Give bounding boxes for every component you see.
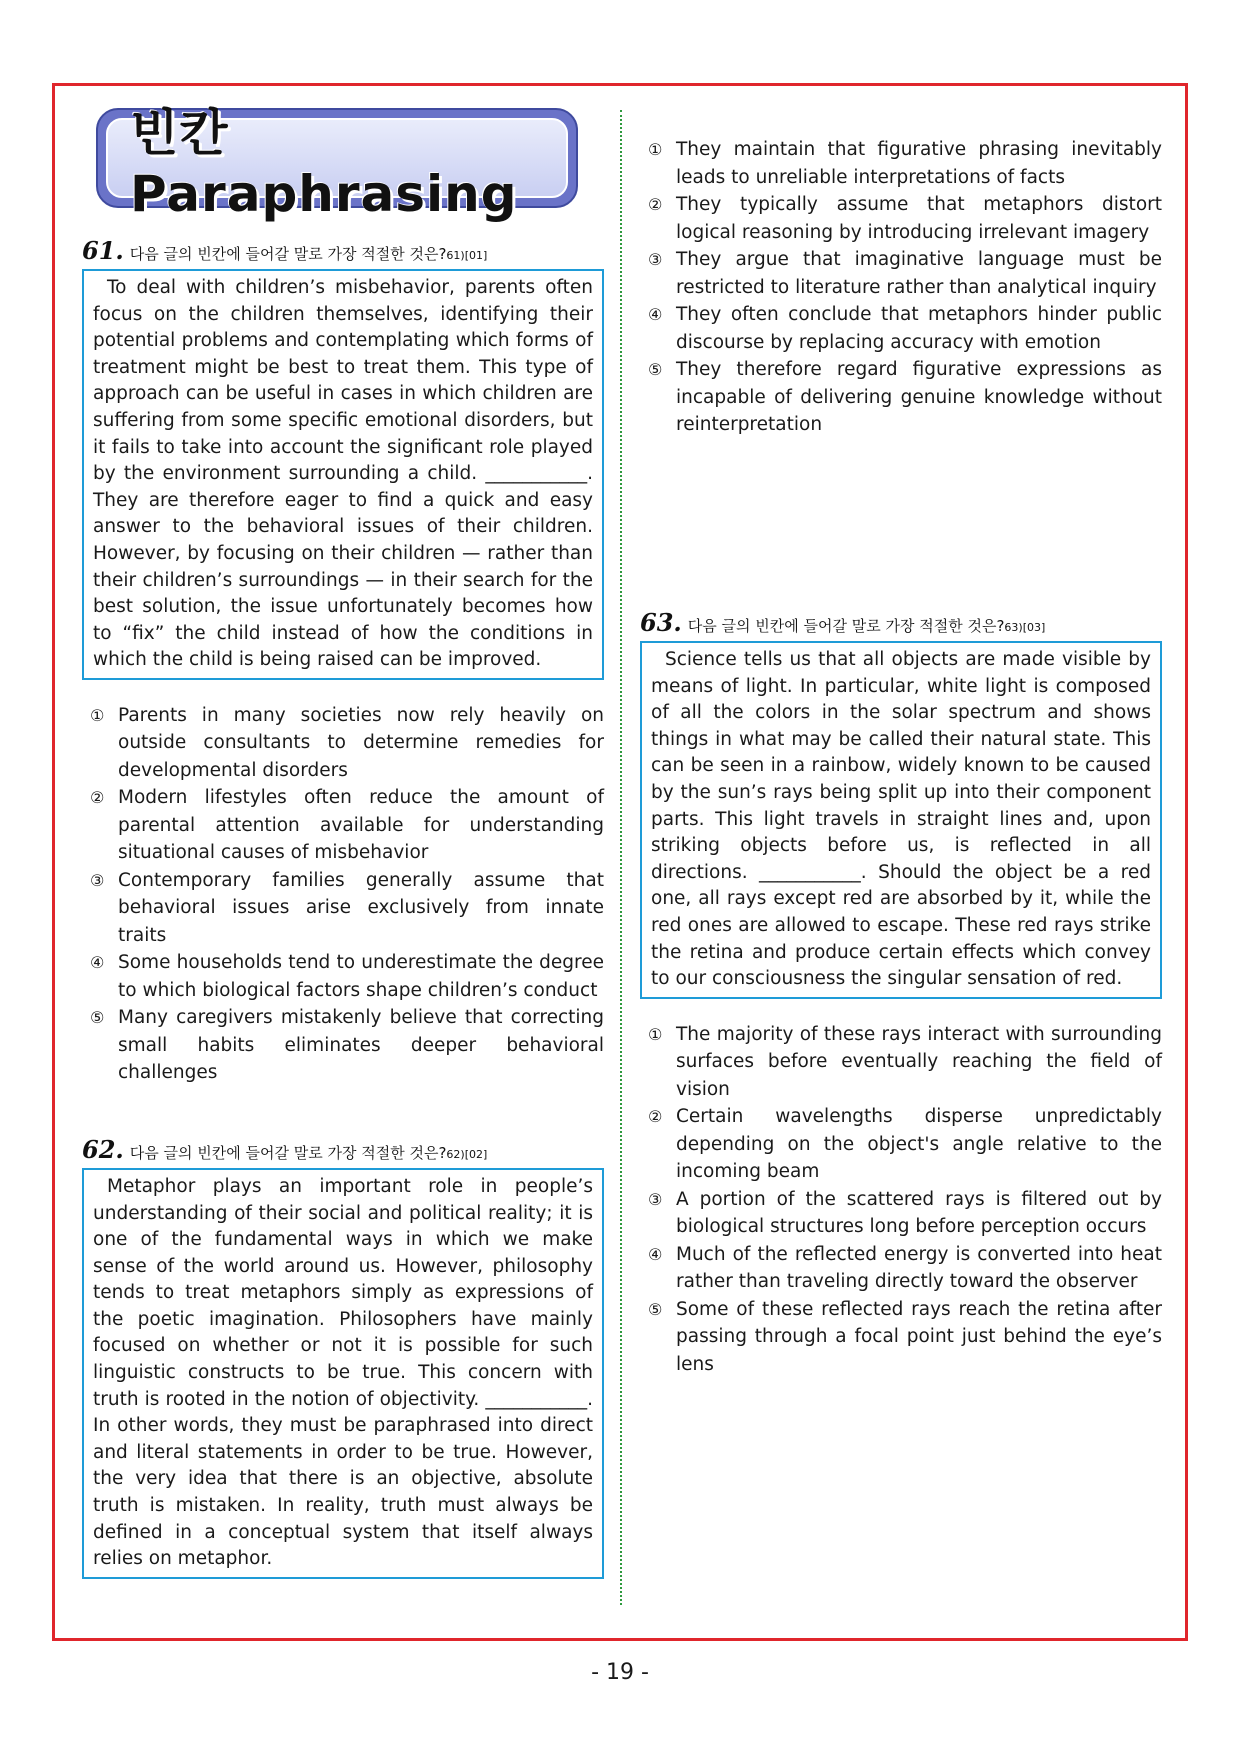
question-number: 61. xyxy=(82,236,124,265)
answer-choice[interactable] xyxy=(90,949,604,1004)
choice-text: The majority of these rays interact with surrounding surfaces before eventually reaching the field of vision xyxy=(676,1023,1162,1100)
answer-choice[interactable] xyxy=(648,1021,1162,1104)
passage-box xyxy=(82,269,604,680)
choice-marker: ② xyxy=(648,195,663,214)
page-number: - 19 - xyxy=(591,1660,649,1685)
question-prompt: 다음 글의 빈칸에 들어갈 말로 가장 적절한 것은? xyxy=(129,245,447,263)
choice-text: Certain wavelengths disperse unpredictably depending on the object's angle relative to the incoming beam xyxy=(676,1106,1162,1183)
question-tag: 63)[03] xyxy=(1004,621,1046,634)
choice-marker: ④ xyxy=(648,305,663,324)
choice-text: Some of these reflected rays reach the retina after passing through a focal point just behind the eye’s lens xyxy=(676,1298,1162,1375)
choice-text: They often conclude that metaphors hinder public discourse by replacing accuracy with emotion xyxy=(676,304,1162,353)
choice-marker: ④ xyxy=(90,953,105,973)
choice-text: They argue that imaginative language must be restricted to literature rather than analytical inquiry xyxy=(676,249,1162,298)
choice-text: Much of the reflected energy is converted into heat rather than traveling directly toward the observer xyxy=(676,1243,1162,1293)
answer-choice[interactable] xyxy=(648,136,1162,191)
choice-marker: ③ xyxy=(90,870,105,890)
passage-text: Science tells us that all objects are made visible by means of light. In particular, white light is composed of all the colors in the solar spectrum and shows things in what may be called their natural state. This can be seen in a rainbow, widely known to be caused by the sun’s rays being split up into their component parts. This light travels in straight lines and, upon striking objects before us, is reflected in all directions. ___________. Should the object be a red one, all rays except red are absorbed by it, while the red ones are allowed to escape. These red rays strike the retina and produce certain effects which convey to our consciousness the singular sensation of red. xyxy=(651,649,1151,990)
choice-marker: ① xyxy=(648,1024,663,1044)
passage-box xyxy=(82,1168,604,1579)
choice-marker: ③ xyxy=(648,250,663,269)
question-prompt: 다음 글의 빈칸에 들어갈 말로 가장 적절한 것은? xyxy=(129,1143,447,1162)
choice-text: They maintain that figurative phrasing inevitably leads to unreliable interpretations of facts xyxy=(676,139,1162,188)
answer-choice[interactable] xyxy=(648,301,1162,356)
question-header xyxy=(640,608,1162,637)
answer-choice[interactable] xyxy=(648,1296,1162,1379)
choice-marker: ③ xyxy=(648,1189,663,1209)
question-tag: 62)[02] xyxy=(446,1147,488,1161)
answer-choices xyxy=(640,1021,1162,1379)
column-divider xyxy=(620,110,622,1605)
question-header xyxy=(82,236,604,265)
answer-choices xyxy=(640,136,1162,439)
choice-text: A portion of the scattered rays is filtered out by biological structures long before perception occurs xyxy=(676,1188,1162,1238)
question-61 xyxy=(82,236,604,1087)
choice-marker: ① xyxy=(90,705,105,725)
choice-marker: ② xyxy=(90,788,105,808)
passage-text: To deal with children’s misbehavior, parents often focus on the children themselves, identifying their potential problems and contemplating which forms of treatment might be best to treat them. This type of approach can be useful in cases in which children are suffering from some specific emotional disorders, but it fails to take into account the significant role played by the environment surrounding a child. ___________. They are therefore eager to find a quick and easy answer to the behavioral issues of their children. However, by focusing on their children — rather than their children’s surroundings — in their search for the best solution, the issue unfortunately becomes how to “fix” the child instead of how the conditions in which the child is being raised can be improved. xyxy=(93,277,593,671)
answer-choices xyxy=(82,702,604,1087)
answer-choice[interactable] xyxy=(648,1186,1162,1241)
right-column xyxy=(640,108,1162,1375)
answer-choice[interactable] xyxy=(648,1103,1162,1186)
choice-text: They typically assume that metaphors distort logical reasoning by introducing irrelevant imagery xyxy=(676,194,1162,243)
answer-choice[interactable] xyxy=(90,702,604,785)
choice-marker: ① xyxy=(648,140,663,159)
choice-text: Contemporary families generally assume that behavioral issues arise exclusively from innate traits xyxy=(118,869,604,946)
choice-text: They therefore regard figurative expressions as incapable of delivering genuine knowledge without reinterpretation xyxy=(676,359,1162,435)
passage-box xyxy=(640,641,1162,999)
answer-choice[interactable] xyxy=(648,1241,1162,1296)
question-prompt: 다음 글의 빈칸에 들어갈 말로 가장 적절한 것은? xyxy=(687,617,1005,635)
question-62 xyxy=(82,1135,604,1579)
question-63 xyxy=(640,608,1162,1378)
question-tag: 61)[01] xyxy=(446,249,488,262)
answer-choice[interactable] xyxy=(648,191,1162,246)
choice-text: Some households tend to underestimate the degree to which biological factors shape children’s conduct xyxy=(118,952,604,1001)
left-column xyxy=(82,104,604,1579)
passage-text: Metaphor plays an important role in people’s understanding of their social and political reality; it is one of the fundamental ways in which we make sense of the world around us. However, philosophy tends to treat metaphors simply as expressions of the poetic imagination. Philosophers have mainly focused on whether or not it is possible for such linguistic constructs to be true. This concern with truth is rooted in the notion of objectivity. ___________. In other words, they must be paraphrased into direct and literal statements in order to be true. However, the very idea that there is an objective, absolute truth is mistaken. In reality, truth must always be defined in a conceptual system that itself always relies on metaphor. xyxy=(93,1175,593,1570)
choice-text: Many caregivers mistakenly believe that correcting small habits eliminates deeper behavioral challenges xyxy=(118,1007,604,1084)
choice-marker: ④ xyxy=(648,1244,663,1264)
answer-choice[interactable] xyxy=(90,784,604,867)
section-title: 빈칸 Paraphrasing xyxy=(130,104,518,223)
question-number: 62. xyxy=(82,1134,124,1164)
choice-text: Parents in many societies now rely heavily on outside consultants to determine remedies for developmental disorders xyxy=(118,704,604,781)
answer-choice[interactable] xyxy=(648,246,1162,301)
answer-choice[interactable] xyxy=(90,1004,604,1087)
question-number: 63. xyxy=(640,608,682,637)
section-title-badge xyxy=(96,104,578,223)
choice-marker: ② xyxy=(648,1107,663,1127)
choice-marker: ⑤ xyxy=(90,1008,105,1028)
question-header xyxy=(82,1135,604,1164)
answer-choice[interactable] xyxy=(648,356,1162,439)
answer-choice[interactable] xyxy=(90,867,604,950)
choice-marker: ⑤ xyxy=(648,1299,663,1319)
choice-marker: ⑤ xyxy=(648,360,663,379)
choice-text: Modern lifestyles often reduce the amount of parental attention available for understanding situational causes of misbehavior xyxy=(118,787,604,864)
